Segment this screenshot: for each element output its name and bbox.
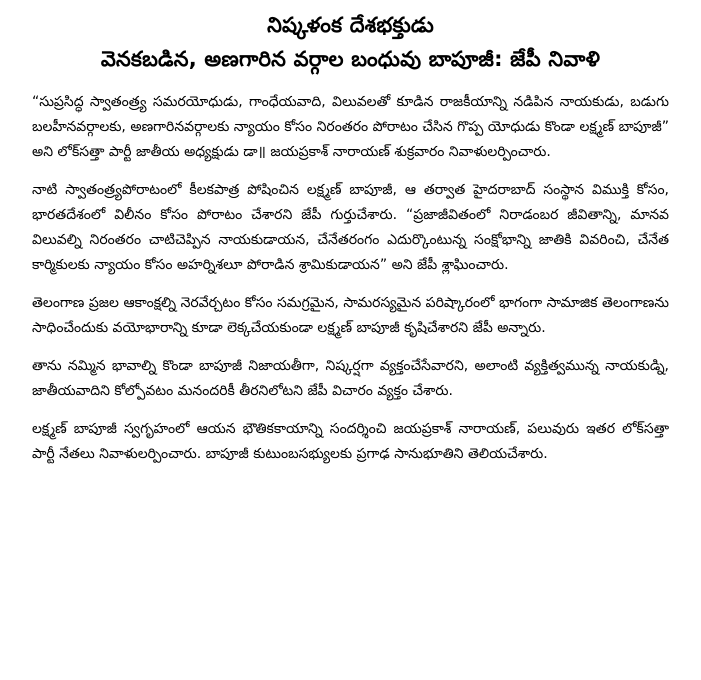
paragraph-2: నాటి స్వాతంత్ర్యపోరాటంలో కీలకపాత్ర పోషించిన లక్ష్మణ్ బాపూజీ, ఆ తర్వాత హైదరాబాద్ సంస్థాన విముక్తి కోసం, భారతదేశంలో విలీనం కోసం పోరాటం చేశారని జేపీ గుర్తుచేశారు. “ప్రజాజీవితంలో నిరాడంబర జీవితాన్ని, మానవ విలువల్ని నిరంతరం చాటిచెప్పిన నాయకుడాయన, చేనేతరంగం ఎదుర్కొంటున్న సంక్షోభాన్ని జాతికి వివరించి, చేనేత కార్మికులకు న్యాయం కోసం అహర్నిశలూ పోరాడిన శ్రామికుడాయన” అని జేపీ శ్లాఘించారు. (32, 182, 669, 273)
paragraph-4: తాను నమ్మిన భావాల్ని కొండా బాపూజీ నిజాయతీగా, నిష్కర్షగా వ్యక్తంచేసేవారని, అలాంటి వ్యక్తిత్వమున్న నాయకుడ్ని, జాతీయవాదిని కోల్పోవటం మనందరికీ తీరనిలోటని జేపీ విచారం వ్యక్తం చేశారు. (32, 358, 669, 399)
paragraph-3: తెలంగాణ ప్రజల ఆకాంక్షల్ని నెరవేర్చటం కోసం సమగ్రమైన, సామరస్యమైన పరిష్కారంలో భాగంగా సామాజిక తెలంగాణను సాధించేందుకు వయోభారాన్ని కూడా లెక్కచేయకుండా లక్ష్మణ్ బాపూజీ కృషిచేశారని జేపీ అన్నారు. (32, 295, 669, 336)
paragraph-1: “సుప్రసిద్ధ స్వాతంత్ర్య సమరయోధుడు, గాంధేయవాది, విలువలతో కూడిన రాజకీయాన్ని నడిపిన నాయకుడు, బడుగు బలహీనవర్గాలకు, అణగారినవర్గాలకు న్యాయం కోసం నిరంతరం పోరాటం చేసిన గొప్ప యోధుడు కొండా లక్ష్మణ్ బాపూజీ” అని లోక్‌సత్తా పార్టీ జాతీయ అధ్యక్షుడు డా॥ జయప్రకాశ్ నారాయణ్ శుక్రవారం నివాళులర్పించారు. (32, 94, 669, 160)
article-title: నిష్కళంక దేశభక్తుడు (267, 13, 434, 37)
article-subtitle: వెనకబడిన, అణగారిన వర్గాల బంధువు బాపూజీ: జేపీ నివాళి (100, 47, 601, 71)
paragraph-5: లక్ష్మణ్ బాపూజీ స్వగృహంలో ఆయన భౌతికకాయాన్ని సందర్శించి జయప్రకాశ్ నారాయణ్, పలువురు ఇతర లోక్‌సత్తా పార్టీ నేతలు నివాళులర్పించారు. బాపూజీ కుటుంబసభ్యులకు ప్రగాఢ సానుభూతిని తెలియచేశారు. (32, 421, 669, 462)
